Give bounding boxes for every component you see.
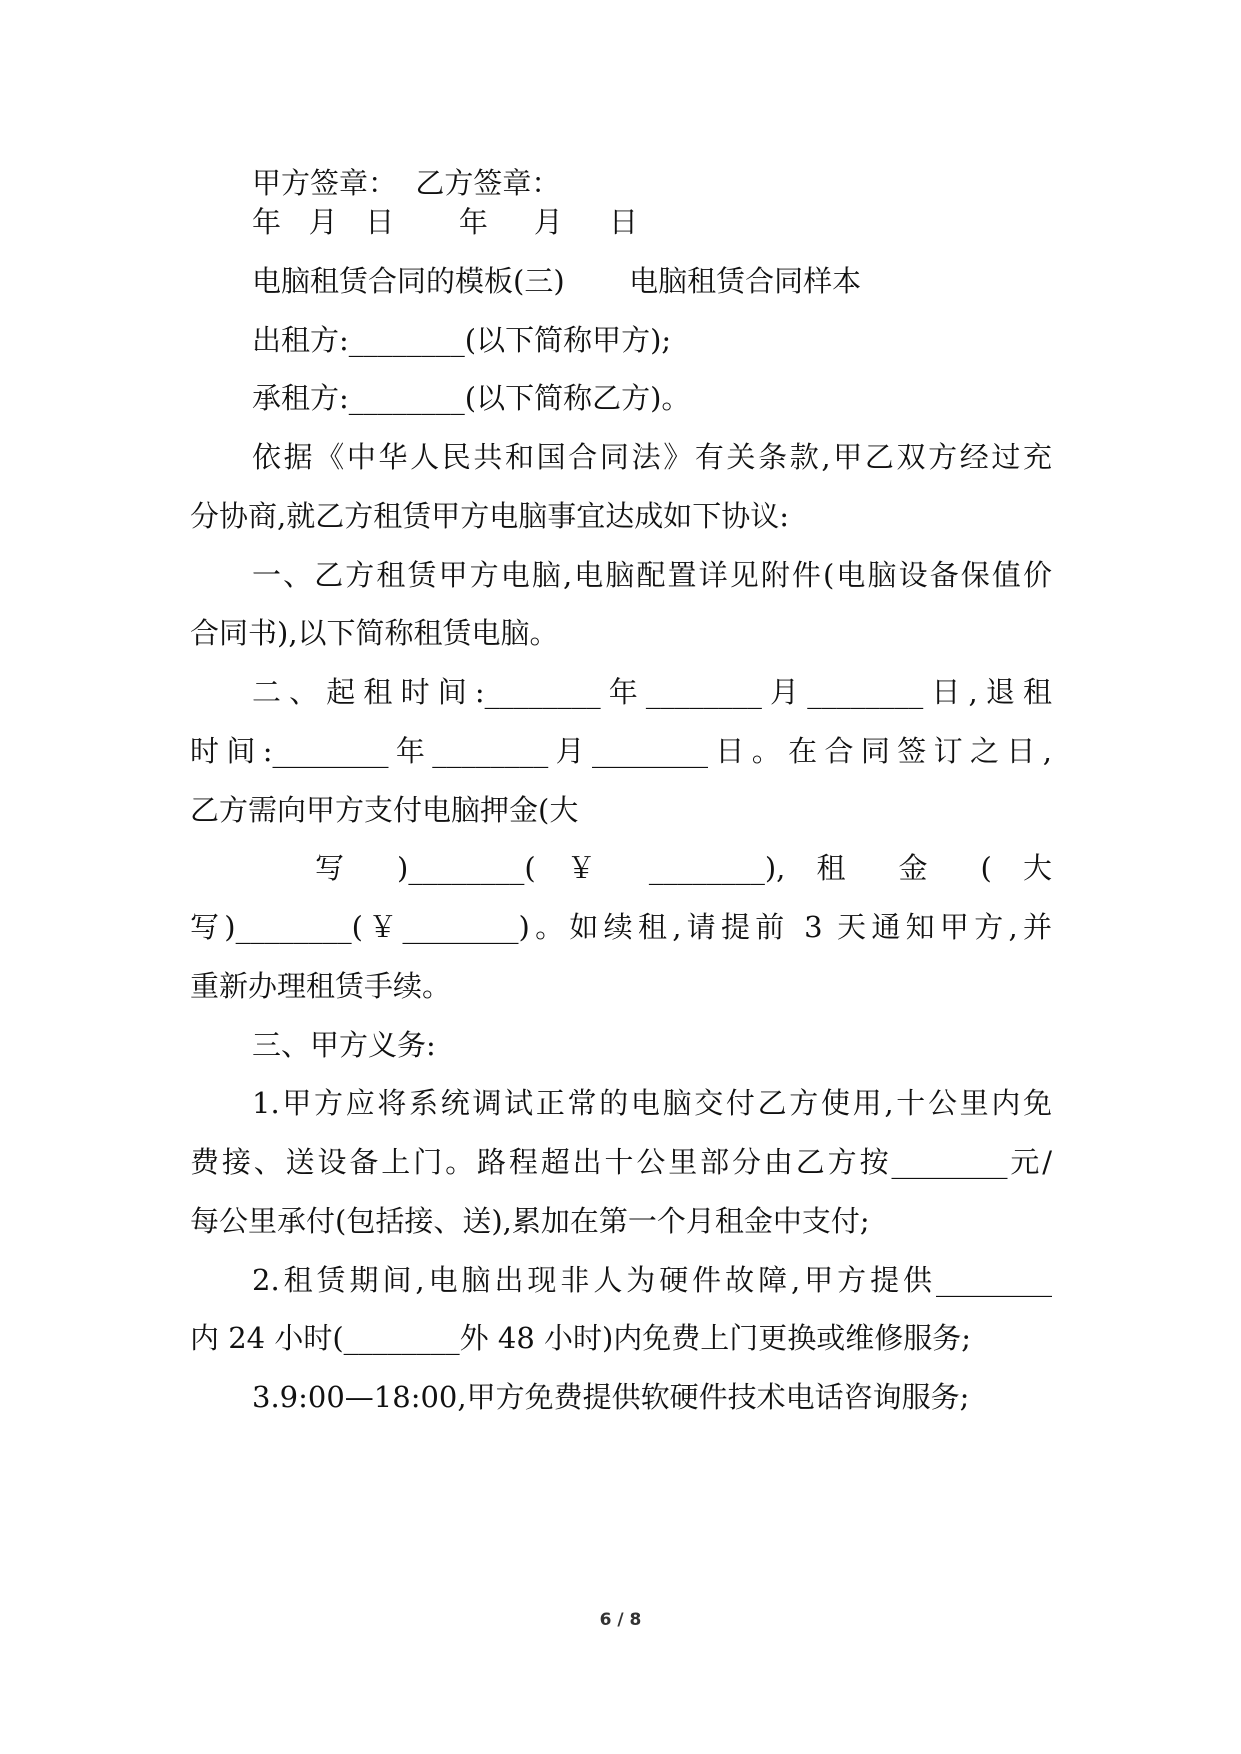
clause-2-line: 写)________(￥________)。如续租,请提前 3 天通知甲方,并 xyxy=(190,910,1052,944)
clause-2-line: 写 )________( ￥ ________), 租 金 ( 大 xyxy=(315,851,1052,885)
clause-3-item-1: 每公里承付(包括接、送),累加在第一个月租金中支付; xyxy=(190,1204,870,1238)
paragraph-line: 分协商,就乙方租赁甲方电脑事宜达成如下协议: xyxy=(190,499,789,533)
clause-2-line: 重新办理租赁手续。 xyxy=(190,969,452,1003)
section-title: 电脑租赁合同的模板(三) 电脑租赁合同样本 xyxy=(252,264,862,298)
clause-3-item-3: 3.9:00—18:00,甲方免费提供软硬件技术电话咨询服务; xyxy=(252,1380,970,1414)
clause-3-item-1: 费接、送设备上门。路程超出十公里部分由乙方按________元/ xyxy=(190,1145,1052,1179)
date-line: 年 月 日 年 月 日 xyxy=(252,205,639,239)
clause-2-line: 乙方需向甲方支付电脑押金(大 xyxy=(190,793,579,827)
clause-2-line: 时间:________年________月________日。在合同签订之日, xyxy=(190,734,1052,768)
clause-3-item-2: 2.租赁期间,电脑出现非人为硬件故障,甲方提供________ xyxy=(252,1263,1052,1297)
clause-2-line: 二、起租时间:________年________月________日,退租 xyxy=(252,675,1052,709)
lessor-line: 出租方:________(以下简称甲方); xyxy=(252,323,672,357)
clause-3-heading: 三、甲方义务: xyxy=(252,1028,436,1062)
lessee-line: 承租方:________(以下简称乙方)。 xyxy=(252,381,691,415)
clause-1-line: 一、乙方租赁甲方电脑,电脑配置详见附件(电脑设备保值价 xyxy=(252,558,1052,592)
signature-line: 甲方签章： 乙方签章： xyxy=(252,166,561,200)
clause-3-item-2: 内 24 小时(________外 48 小时)内免费上门更换或维修服务; xyxy=(190,1321,972,1355)
page-number: 6 / 8 xyxy=(599,1610,642,1630)
clause-1-line: 合同书),以下简称租赁电脑。 xyxy=(190,616,559,650)
clause-3-item-1: 1.甲方应将系统调试正常的电脑交付乙方使用,十公里内免 xyxy=(252,1086,1052,1120)
paragraph-line: 依据《中华人民共和国合同法》有关条款,甲乙双方经过充 xyxy=(252,440,1052,474)
